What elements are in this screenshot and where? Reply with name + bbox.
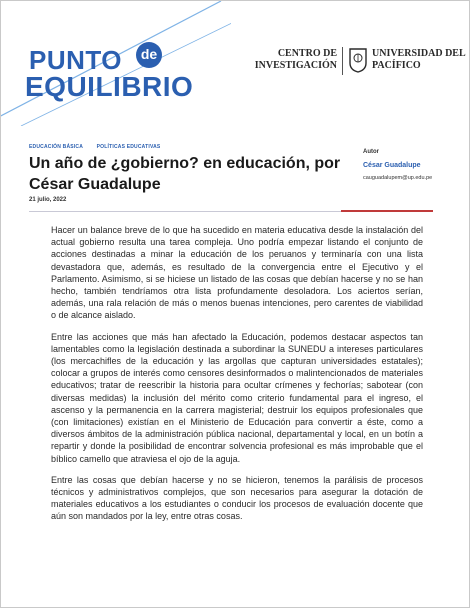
header-divider xyxy=(342,47,343,75)
article-title: Un año de ¿gobierno? en educación, por César Guadalupe xyxy=(29,155,341,193)
article-categories xyxy=(29,144,172,150)
brand-punto: PUNTO xyxy=(29,45,123,75)
header-rule-accent xyxy=(341,210,433,212)
category-link[interactable]: EDUCACIÓN BÁSICA xyxy=(29,144,84,150)
article-body xyxy=(51,224,423,532)
university-seal-icon xyxy=(348,47,368,73)
universidad-pacifico: UNIVERSIDAD DEL PACÍFICO xyxy=(372,48,466,71)
article-date: 21 julio, 2022 xyxy=(29,197,67,203)
page-header xyxy=(1,1,469,126)
author-name[interactable]: César Guadalupe xyxy=(363,162,421,169)
centro-investigacion: CENTRO DE INVESTIGACIÓN xyxy=(254,48,337,71)
body-paragraph: Entre las cosas que debían hacerse y no se hicieron, tenemos la parálisis de procesos técnicos y administrativos complejos, que son necesarios para asegurar la dotación de materiales educativos a los estudiantes o conducir los procesos de evaluación docente que aún son mandados por la ley, entre otras cosas. xyxy=(51,474,423,522)
category-link[interactable]: POLÍTICAS EDUCATIVAS xyxy=(96,144,161,150)
author-email[interactable]: cauguadalupem@up.edu.pe xyxy=(363,175,433,181)
brand-equilibrio: EQUILIBRIO xyxy=(25,71,194,102)
author-label: Autor xyxy=(363,149,379,155)
body-paragraph: Entre las acciones que más han afectado la Educación, podemos destacar aspectos tan lamentables como la legislación destinada a subordinar la SUNEDU a intereses particulares (los mercachifles de la educación y las argollas que capturan universidades estatales); colocar a grupos de interés como censores desinformados o malintencionados de materiales educativos; tratar de reescribir la historia para ocultar crímenes y fechorías; sabotear (con diversas medidas) la inclusión del mérito como criterio fundamental para el ingreso, el ascenso y la permanencia en la carrera magisterial; destruir los equipos profesionales que (con limitaciones) existían en el Ministerio de Educación para convertir a éste, como a diversos ámbitos de la administración pública nacional, departamental y local, en un botín a repartir y donde la posibilidad de encontrar solvencia profesional es más improbable que el bíblico camello que atraviesa el ojo de la aguja. xyxy=(51,331,423,464)
brand-de-badge: de xyxy=(136,42,162,68)
body-paragraph: Hacer un balance breve de lo que ha sucedido en materia educativa desde la instalación del actual gobierno resulta una tarea compleja. Uno podría empezar listando el conjunto de acciones destinadas a minar la educación de los peruanos y terminaría con una lista devastadora que, además, es resultado de la convergencia entre el Ejecutivo y el Parlamento. Asimismo, si se hiciese un listado de las cosas que debían hacerse y no se han hecho, también tendríamos otra lista profundamente desoladora. Los aciertos serían, además, una rala relación de más o menos buenas intenciones, pero carentes de viabilidad o de alcance aislado. xyxy=(51,225,423,321)
